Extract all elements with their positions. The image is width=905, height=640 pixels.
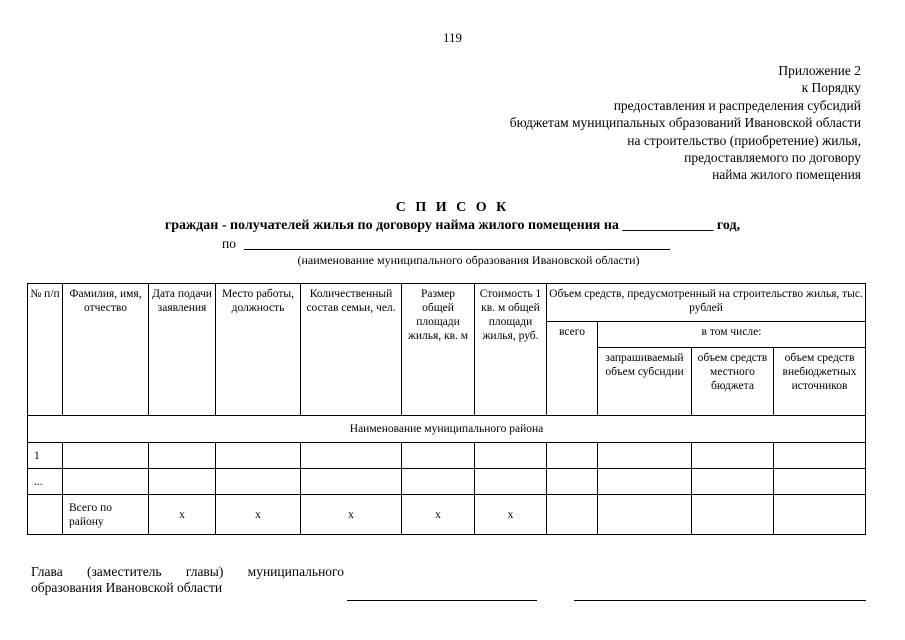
table-row (28, 469, 866, 495)
signature-line (347, 600, 537, 601)
header-subsidy: запрашиваемый объем субсидии (598, 348, 692, 416)
total-row (28, 495, 866, 535)
header-funds: Объем средств, предусмотренный на строительство жилья, тыс. рублей (547, 284, 866, 322)
total-x-cost: х (475, 495, 547, 535)
head-signature-label-2: образования Ивановской области (31, 580, 223, 595)
header-including: в том числе: (598, 322, 866, 348)
table-cell (774, 495, 866, 535)
table-cell (475, 469, 547, 495)
appendix-block (510, 62, 861, 184)
table-cell (149, 443, 216, 469)
table-cell (216, 443, 301, 469)
header-family: Количественный состав семьи, чел. (301, 284, 402, 416)
header-area: Размер общей площади жилья, кв. м (402, 284, 475, 416)
appendix-line: предоставления и распределения субсидий (613, 97, 861, 113)
header-date: Дата подачи заявления (149, 284, 216, 416)
table-cell (692, 443, 774, 469)
table-cell (547, 495, 598, 535)
document-subtitle: граждан - получателей жилья по договору найма жилого помещения на _____________ год, (164, 218, 741, 233)
row-number: ... (28, 469, 63, 495)
appendix-line: бюджетам муниципальных образований Ивановской области (509, 115, 861, 131)
table-cell (216, 469, 301, 495)
appendix-line: на строительство (приобретение) жилья, (627, 132, 861, 148)
total-x-date: х (149, 495, 216, 535)
table-cell (301, 443, 402, 469)
po-label: по (222, 236, 236, 251)
appendix-line: к Порядку (801, 80, 861, 96)
table-cell (774, 443, 866, 469)
total-x-family: х (301, 495, 402, 535)
table-row (28, 443, 866, 469)
district-row: Наименование муниципального района (28, 416, 866, 443)
table-cell (692, 469, 774, 495)
head-signature-label: Глава (заместитель главы) муниципального (31, 564, 344, 579)
header-cost: Стоимость 1 кв. м общей площади жилья, руб. (475, 284, 547, 416)
table-cell (598, 495, 692, 535)
table-cell (547, 443, 598, 469)
table-cell (301, 469, 402, 495)
header-name: Фамилия, имя, отчество (63, 284, 149, 416)
table-cell (402, 469, 475, 495)
total-x-work: х (216, 495, 301, 535)
table-cell (402, 443, 475, 469)
table-cell (598, 469, 692, 495)
municipality-hint: (наименование муниципального образования Ивановской области) (297, 253, 640, 267)
table-cell (774, 469, 866, 495)
header-local: объем средств местного бюджета (692, 348, 774, 416)
table-cell (475, 443, 547, 469)
table-cell (692, 495, 774, 535)
header-total: всего (547, 322, 598, 416)
table-cell (63, 443, 149, 469)
appendix-line: Приложение 2 (778, 63, 861, 78)
total-x-area: х (402, 495, 475, 535)
header-extra: объем средств внебюджетных источников (774, 348, 866, 416)
table-cell (149, 469, 216, 495)
table-cell (547, 469, 598, 495)
appendix-line: предоставляемого по договору (684, 150, 861, 166)
recipients-table (27, 283, 866, 535)
row-number: 1 (28, 443, 63, 469)
header-work: Место работы, должность (216, 284, 301, 416)
name-line (574, 600, 866, 601)
table-cell (63, 469, 149, 495)
table-cell (598, 443, 692, 469)
page-number: 119 (442, 30, 463, 45)
appendix-line: найма жилого помещения (712, 167, 861, 183)
table-cell (28, 495, 63, 535)
header-num: № п/п (28, 284, 63, 416)
total-label: Всего по району (63, 495, 149, 535)
municipality-fill-line (244, 249, 670, 250)
document-title: С П И С О К (395, 200, 510, 215)
